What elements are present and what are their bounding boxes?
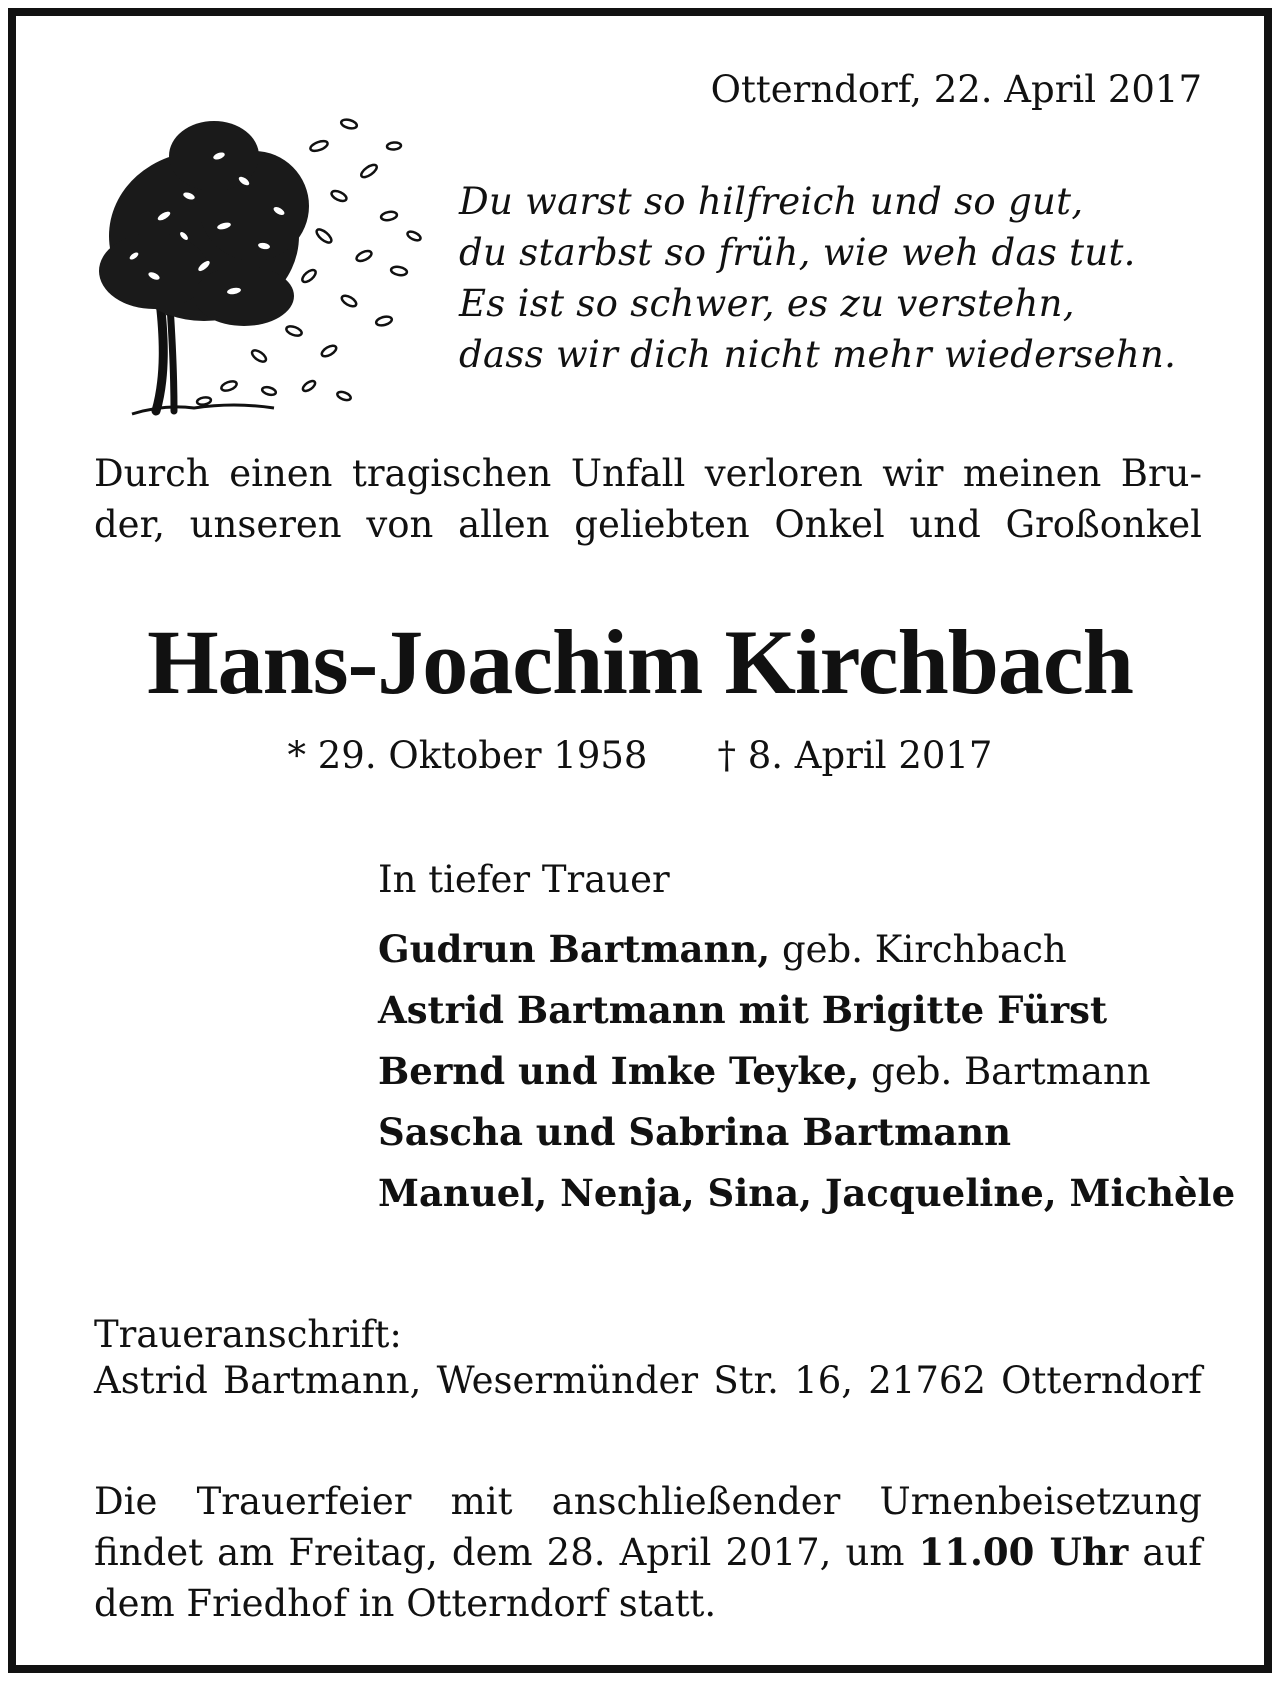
mourners-lead: In tiefer Trauer [378, 858, 670, 901]
birth-date: * 29. Oktober 1958 [287, 734, 648, 777]
intro-text [94, 448, 1202, 550]
intro-line: Durch einen tragischen Unfall verloren wir meinen Bru- [94, 452, 1202, 495]
address-label: Traueranschrift: [94, 1313, 402, 1356]
intro-line: der, unseren von allen geliebten Onkel und Großonkel [94, 503, 1202, 546]
mourning-address [94, 1312, 1202, 1404]
poem-line: du starbst so früh, wie weh das tut. [459, 231, 1136, 274]
mourner-entry: Bernd und Imke Teyke, geb. Bartmann [378, 1049, 1151, 1093]
mourners-block [378, 854, 1236, 1224]
mourner-entry: Manuel, Nenja, Sina, Jacqueline, Michèle [378, 1171, 1236, 1215]
obituary-notice [8, 8, 1272, 1673]
mourner-entry: Gudrun Bartmann, geb. Kirchbach [378, 927, 1067, 971]
windblown-tree-icon [94, 86, 424, 426]
ceremony-line: Die Trauerfeier mit anschließender Urnenbeisetzung [94, 1480, 1202, 1523]
poem-line: Du warst so hilfreich und so gut, [459, 180, 1084, 223]
mourner-entry: Astrid Bartmann mit Brigitte Fürst [378, 988, 1108, 1032]
life-dates [16, 734, 1264, 778]
address-value: Astrid Bartmann, Wesermünder Str. 16, 21762 Otterndorf [94, 1359, 1202, 1402]
mourner-entry: Sascha und Sabrina Bartmann [378, 1110, 1011, 1154]
dateline: Otterndorf, 22. April 2017 [710, 68, 1202, 111]
ceremony-line: findet am Freitag, dem 28. April 2017, um 11.00 Uhr auf [94, 1530, 1202, 1574]
poem-line: Es ist so schwer, es zu verstehn, [459, 282, 1075, 325]
poem-line: dass wir dich nicht mehr wiedersehn. [459, 333, 1177, 376]
death-date: † 8. April 2017 [717, 734, 993, 777]
deceased-name: Hans-Joachim Kirchbach [147, 611, 1133, 713]
ceremony-info [94, 1476, 1202, 1629]
poem [459, 176, 1219, 380]
ceremony-time: 11.00 Uhr [918, 1530, 1129, 1574]
ceremony-line: dem Friedhof in Otterndorf statt. [94, 1582, 717, 1625]
